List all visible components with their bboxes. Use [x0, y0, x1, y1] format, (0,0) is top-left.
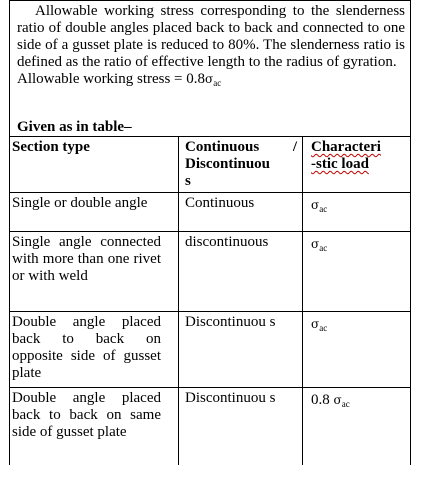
frame-left-border [9, 0, 10, 465]
header-continuity-line1: Continuous / [185, 139, 297, 155]
intro-paragraph: Allowable working stress corresponding to the slenderness ratio of double angles placed back to back and connected to one side of a gusset plate is reduced to 80%. The slenderness ratio is defined as the ratio of effective length to the radius of gyration. [17, 3, 405, 70]
column-divider [178, 136, 179, 465]
sigma-symbol: σ [311, 198, 320, 212]
table-row-4-continuity: Discontinuou s [185, 390, 276, 406]
row-divider [9, 192, 411, 193]
header-characteristic-load [311, 139, 407, 173]
frame-top-border [9, 0, 411, 1]
table-row-1-continuity: Continuous [185, 195, 255, 211]
table-row-1-section-type: Single or double angle [12, 195, 148, 211]
sigma-subscript: ac [341, 399, 350, 409]
table-row-2-section-type: Single angle connected with more than one rivet or with weld [12, 234, 161, 284]
row-divider [9, 387, 411, 388]
formula-text: Allowable working stress = 0.8 [17, 71, 206, 87]
sigma-subscript: ac [213, 78, 222, 88]
table-row-2-continuity: discontinuous [185, 234, 269, 250]
document-frame [9, 0, 411, 465]
header-characteristic-line2-text: -stic load [311, 156, 369, 172]
header-characteristic-line2 [311, 156, 407, 173]
intro-text [17, 3, 405, 92]
table-row-4-load [311, 392, 407, 413]
given-label: Given as in table– [17, 119, 132, 135]
header-characteristic-line1: Characteri [311, 139, 381, 155]
sigma-symbol: σ [311, 317, 320, 331]
column-divider [302, 136, 303, 465]
table-row-3-continuity: Discontinuou s [185, 314, 276, 330]
table-row-3-section-type: Double angle placed back to back on opposite side of gusset plate [12, 314, 161, 381]
sigma-subscript: ac [319, 323, 328, 333]
header-section-type: Section type [12, 139, 90, 155]
sigma-symbol: σ [333, 393, 342, 407]
sigma-subscript: ac [319, 243, 328, 253]
table-row-4-section-type: Double angle placed back to back on same side of gusset plate [12, 390, 161, 440]
load-prefix: 0.8 [311, 392, 334, 408]
row-divider [9, 311, 411, 312]
frame-right-border [410, 0, 411, 465]
allowable-stress-formula [17, 71, 405, 92]
header-continuity [185, 139, 297, 190]
table-row-1-load [311, 197, 407, 218]
sigma-symbol: σ [311, 237, 320, 251]
row-divider [9, 231, 411, 232]
header-continuity-line2: Discontinuou [185, 156, 271, 172]
table-row-3-load [311, 316, 407, 337]
sigma-subscript: ac [319, 204, 328, 214]
table-row-2-load [311, 236, 407, 257]
table-top-border [9, 136, 411, 137]
header-continuity-line3: s [185, 173, 191, 189]
sigma-symbol: σ [205, 72, 214, 86]
